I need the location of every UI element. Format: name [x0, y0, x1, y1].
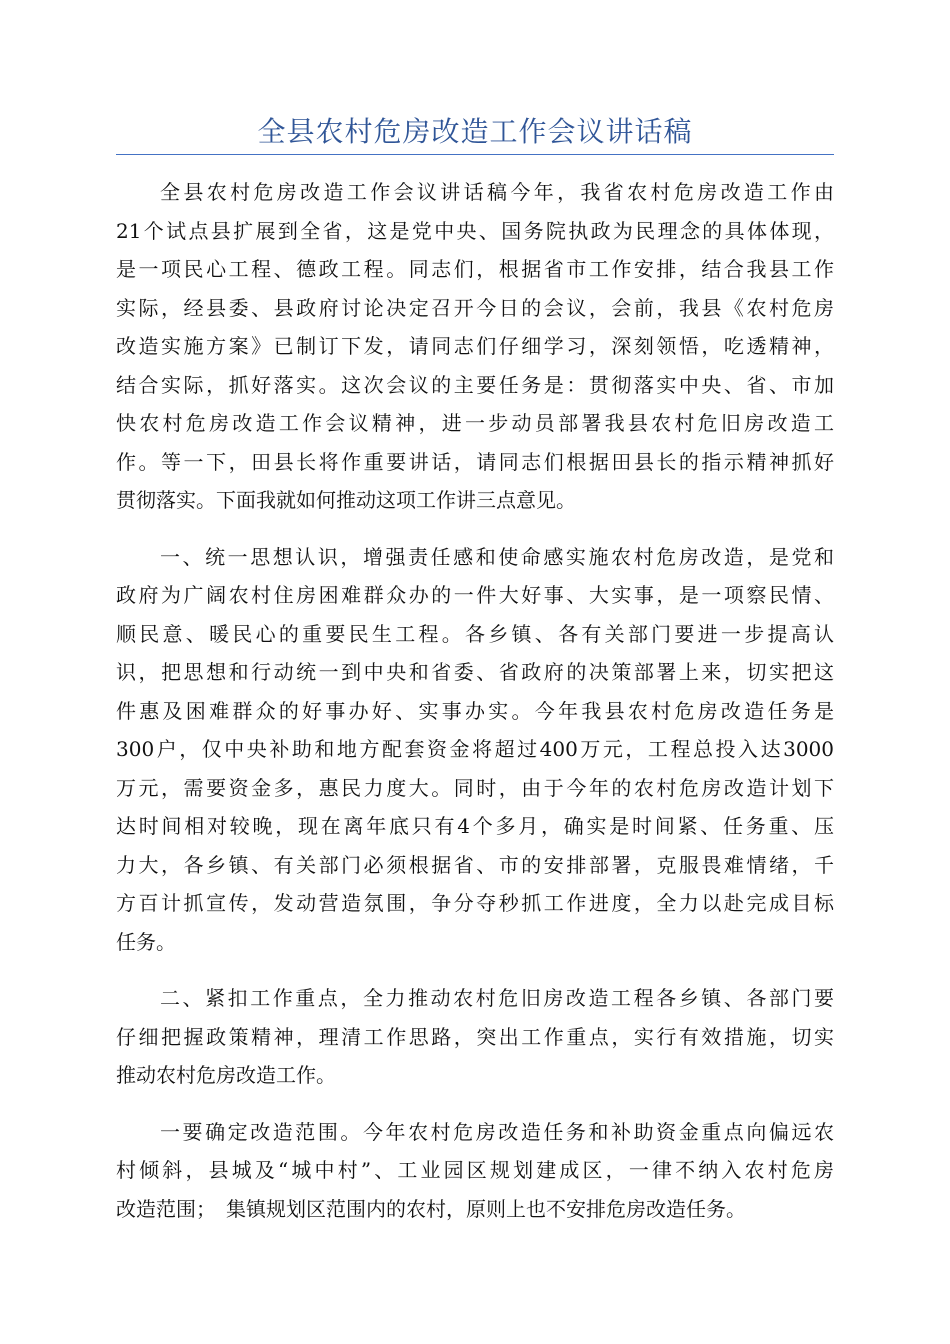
- paragraph-line: 改造实施方案》已制订下发，请同志们仔细学习，深刻领悟，吃透精神，: [116, 334, 834, 358]
- paragraph-line: 改造范围； 集镇规划区范围内的农村，原则上也不安排危房改造任务。: [116, 1196, 746, 1221]
- paragraph-line: 万元，需要资金多，惠民力度大。同时，由于今年的农村危房改造计划下: [116, 775, 834, 800]
- document-title: 全县农村危房改造工作会议讲话稿: [257, 115, 693, 148]
- paragraph-line: 21个试点县扩展到全省，这是党中央、国务院执政为民理念的具体体现，: [116, 218, 834, 243]
- paragraph-line: 作。等一下，田县长将作重要讲话，请同志们根据田县长的指示精神抓好: [116, 449, 834, 474]
- paragraph-line: 件惠及困难群众的好事办好、实事办实。今年我县农村危房改造任务是: [116, 698, 834, 723]
- paragraph: [116, 173, 834, 520]
- paragraph-line: 快农村危房改造工作会议精神，进一步动员部署我县农村危旧房改造工: [116, 411, 834, 435]
- paragraph-line: 一、统一思想认识，增强责任感和使命感实施农村危房改造，是党和: [160, 544, 834, 569]
- paragraph-line: 全县农村危房改造工作会议讲话稿今年，我省农村危房改造工作由: [160, 180, 834, 204]
- paragraph-line: 结合实际，抓好落实。这次会议的主要任务是：贯彻落实中央、省、市加: [116, 372, 834, 397]
- title-underline: [116, 154, 834, 155]
- paragraph-line: 二、紧扣工作重点，全力推动农村危旧房改造工程各乡镇、各部门要: [160, 986, 834, 1010]
- paragraph-line: 贯彻落实。下面我就如何推动这项工作讲三点意见。: [116, 488, 576, 512]
- paragraph-line: 任务。: [116, 929, 176, 954]
- paragraph-line: 一要确定改造范围。今年农村危房改造任务和补助资金重点向偏远农: [160, 1119, 834, 1144]
- paragraph-line: 方百计抓宣传，发动营造氛围，争分夺秒抓工作进度，全力以赴完成目标: [116, 891, 834, 915]
- paragraph-line: 达时间相对较晚，现在离年底只有4个多月，确实是时间紧、任务重、压: [116, 814, 834, 838]
- paragraph-line: 村倾斜，县城及“城中村”、工业园区规划建成区，一律不纳入农村危房: [116, 1158, 834, 1182]
- paragraph-line: 推动农村危房改造工作。: [116, 1063, 336, 1087]
- paragraph: [116, 1113, 834, 1229]
- paragraph-line: 300户，仅中央补助和地方配套资金将超过400万元，工程总投入达3000: [116, 737, 834, 761]
- paragraph: [116, 979, 834, 1095]
- paragraph-line: 识，把思想和行动统一到中央和省委、省政府的决策部署上来，切实把这: [116, 660, 834, 684]
- paragraph-line: 顺民意、暖民心的重要民生工程。各乡镇、各有关部门要进一步提高认: [116, 621, 834, 646]
- document-body: [116, 173, 834, 1246]
- paragraph-line: 是一项民心工程、德政工程。同志们，根据省市工作安排，结合我县工作: [116, 257, 834, 281]
- paragraph-line: 仔细把握政策精神，理清工作思路，突出工作重点，实行有效措施，切实: [116, 1024, 834, 1049]
- paragraph-line: 力大，各乡镇、有关部门必须根据省、市的安排部署，克服畏难情绪，千: [116, 852, 834, 877]
- paragraph: [116, 538, 834, 962]
- paragraph-line: 实际，经县委、县政府讨论决定召开今日的会议，会前，我县《农村危房: [116, 295, 834, 320]
- paragraph-line: 政府为广阔农村住房困难群众办的一件大好事、大实事，是一项察民情、: [116, 583, 834, 607]
